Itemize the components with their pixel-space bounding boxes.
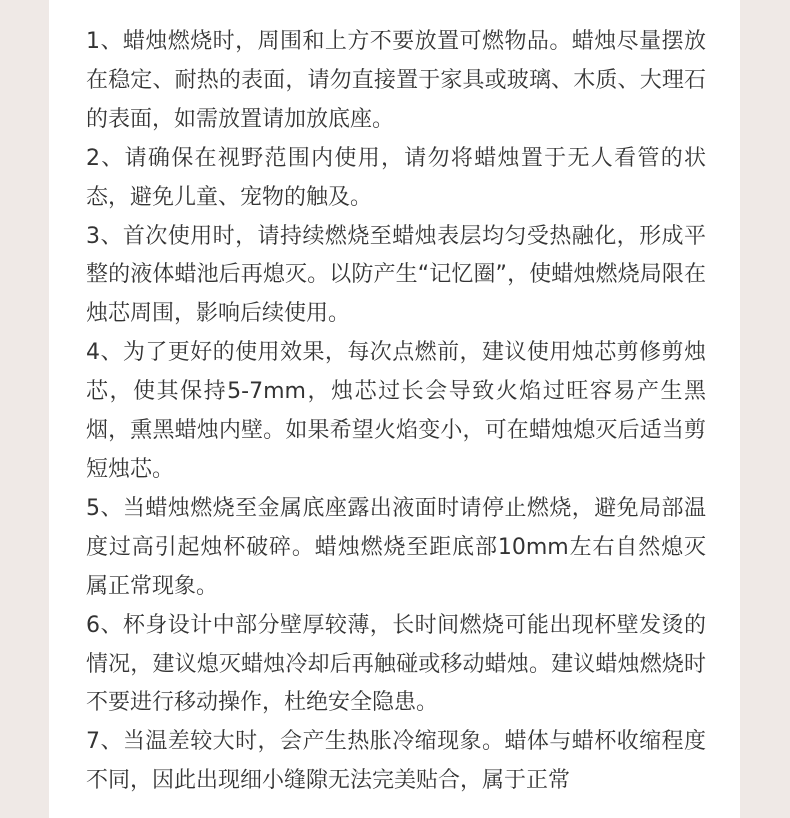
instructions-card xyxy=(49,0,740,818)
instruction-item-1: 1、蜡烛燃烧时，周围和上方不要放置可燃物品。蜡烛尽量摆放在稳定、耐热的表面，请勿直接置于家具或玻璃、木质、大理石的表面，如需放置请加放底座。 xyxy=(86,29,706,132)
instruction-item-6: 6、杯身设计中部分壁厚较薄，长时间燃烧可能出现杯壁发烫的情况，建议熄灭蜡烛冷却后再触碰或移动蜡烛。建议蜡烛燃烧时不要进行移动操作，杜绝安全隐患。 xyxy=(86,612,706,716)
candle-usage-instructions xyxy=(86,23,706,801)
instruction-item-2: 2、请确保在视野范围内使用，请勿将蜡烛置于无人看管的状态，避免儿童、宠物的触及。 xyxy=(86,145,706,210)
instruction-item-5: 5、当蜡烛燃烧至金属底座露出液面时请停止燃烧，避免局部温度过高引起烛杯破碎。蜡烛燃烧至距底部10mm左右自然熄灭属正常现象。 xyxy=(86,495,706,599)
instruction-item-4: 4、为了更好的使用效果，每次点燃前，建议使用烛芯剪修剪烛芯，使其保持5-7mm，烛芯过长会导致火焰过旺容易产生黑烟，熏黑蜡烛内壁。如果希望火焰变小，可在蜡烛熄灭后适当剪短烛芯。 xyxy=(86,340,706,482)
instruction-item-3: 3、首次使用时，请持续燃烧至蜡烛表层均匀受热融化，形成平整的液体蜡池后再熄灭。以防产生“记忆圈”，使蜡烛燃烧局限在烛芯周围，影响后续使用。 xyxy=(86,223,706,327)
instruction-item-7: 7、当温差较大时，会产生热胀冷缩现象。蜡体与蜡杯收缩程度不同，因此出现细小缝隙无法完美贴合，属于正常 xyxy=(86,729,706,794)
